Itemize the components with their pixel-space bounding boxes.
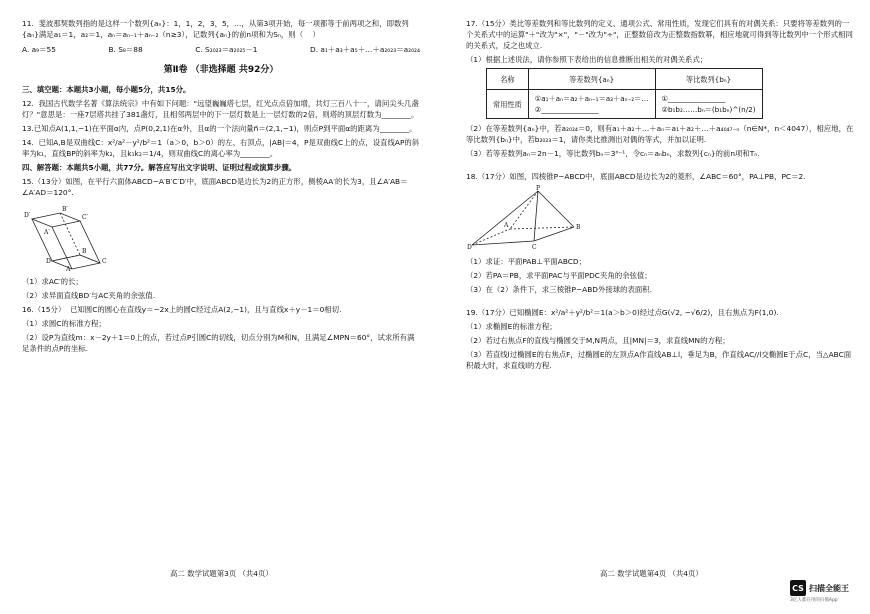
label-b-prime: B′ — [62, 206, 68, 213]
question-13: 13.已知点A(1,1,−1)在平面α内，点P(0,2,1)在α外，且α的一个法向量n⃗＝(2,1,−1)，则点P到平面α的距离为________。 — [22, 124, 417, 133]
q16-part1: （1）求圆C的标准方程； — [22, 319, 106, 328]
question-15: 15.（13分）如图，在平行六面体ABCD−A′B′C′D′中，底面ABCD是边长为2的正方形，侧棱AA′的长为3，且∠A′AB＝∠A′AD＝120°. — [22, 177, 408, 197]
label-b18: B — [576, 224, 581, 231]
question-19: 19.（17分）已知椭圆E：x²/a²＋y²/b²＝1(a＞b＞0)经过点G(√2, −√6/2)，且右焦点为F(1,0). — [466, 308, 779, 317]
label-c: C — [102, 258, 107, 265]
pyramid-figure — [466, 185, 856, 254]
q17-part1: （1）根据上述说法，请你参照下表给出的信息推断出相关的对偶关系式； — [466, 55, 708, 64]
label-d-prime: D′ — [24, 212, 31, 219]
label-p: P — [536, 185, 541, 192]
geom-property-2: ②b₁b₂……bₙ＝(b₁bₙ)^(n/2) — [661, 105, 756, 114]
q11-option-b: B. S₈＝88 — [108, 45, 143, 54]
duality-table — [486, 68, 763, 119]
q17-part3: （3）若等差数列aₙ＝2n－1，等比数列bₙ＝3ⁿ⁻¹，令cₙ＝aₙbₙ，求数列{cₙ}的前n项和Tₙ. — [466, 149, 760, 158]
table-header-arith: 等差数列{aₙ} — [528, 69, 655, 90]
part2-title: 第Ⅱ卷 （非选择题 共92分） — [163, 65, 279, 75]
label-b: B — [82, 248, 87, 255]
table-header-geom: 等比数列{bₙ} — [655, 69, 762, 90]
scanner-watermark — [790, 580, 849, 596]
label-d: D — [46, 258, 51, 265]
q15-part1: （1）求AC′的长； — [22, 277, 83, 286]
question-16: 16.（15分） 已知圆C的圆心在直线y＝−2x上的圆C经过点A(2,−1)，且与直线x＋y－1＝0相切. — [22, 305, 342, 314]
q19-part1: （1）求椭圆E的标准方程； — [466, 322, 557, 331]
right-column — [466, 18, 856, 374]
label-c-prime: C′ — [82, 214, 88, 221]
question-14: 14. 已知A,B是双曲线C：x²/a²－y²/b²＝1（a＞0，b＞0）的左、右顶点，|AB|＝4，P是双曲线C上的点，设直线AP的斜率为k₁，直线BP的斜率为k₂，且k₁k₂＝1/4，则双曲线C的离心率为________。 — [22, 138, 420, 158]
q18-part2: （2）若PA＝PB，求平面PAC与平面PDC夹角的余弦值； — [466, 271, 652, 280]
q11-option-d: D. a₁＋a₃＋a₅＋…＋a₂₀₂₃＝a₂₀₂₄ — [310, 45, 420, 54]
parallelepiped-figure — [22, 201, 420, 274]
table-row-label: 常用性质 — [487, 90, 529, 119]
table-header-name: 名称 — [487, 69, 529, 90]
geom-property-1: ①________________ — [661, 94, 726, 103]
q15-part2: （2）求异面直线BD′与AC夹角的余弦值. — [22, 291, 156, 300]
table-arith-cell — [528, 90, 655, 119]
q19-part2: （2）若过右焦点F的直线与椭圆交于M,N两点，且|MN|＝3，求直线MN的方程； — [466, 336, 730, 345]
question-11: 11. 斐波那契数列指的是这样一个数列{aₙ}：1，1，2，3，5，…，从第3项开始，每一项都等于前两项之和，即数列{aₙ}满足a₁＝1，a₂＝1，aₙ＝aₙ₋₁＋aₙ₋₂（n≥3），记数列{aₙ}的前n项和为Sₙ，则（ ） — [22, 19, 409, 39]
fill-heading: 三、填空题：本题共3小题，每小题5分，共15分。 — [22, 85, 191, 94]
scanner-name: 扫描全能王 — [809, 583, 849, 593]
q18-part1: （1）求证：平面PAB⊥平面ABCD； — [466, 257, 587, 266]
question-18: 18.（17分）如图，四棱锥P−ABCD中，底面ABCD是边长为2的菱形，∠ABC＝60°，PA⊥PB，PC＝2. — [466, 172, 806, 181]
q11-option-c: C. S₂₀₂₃＝a₂₀₂₅－1 — [195, 45, 258, 54]
arith-property-2: ②________________ — [534, 105, 599, 114]
left-column — [22, 18, 420, 357]
q18-part3: （3）在（2）条件下，求三棱锥P−ABD外接球的表面积. — [466, 285, 653, 294]
solve-heading: 四、解答题：本题共5小题，共77分。解答应写出文字说明、证明过程或演算步骤。 — [22, 163, 297, 172]
q17-part2: （2）在等差数列{aₙ}中，若a₂₀₂₄＝0，则有a₁＋a₂＋…＋aₙ＝a₁＋a₂＋…＋a₄₀₄₇₋ₙ（n∈N*，n＜4047），相应地，在等比数列{bₙ}中，若b₂₀₂₃＝1，请你类比推测出对偶的等式，并加以证明. — [466, 124, 854, 144]
q11-option-a: A. a₉＝55 — [22, 45, 56, 54]
right-footer: 高二 数学试题第4页 （共4页） — [600, 569, 703, 578]
q11-options — [22, 44, 420, 55]
scanner-tagline: 3亿人都在用的扫描App — [790, 598, 838, 603]
label-a18: A — [504, 222, 509, 229]
label-a-prime: A′ — [44, 229, 50, 236]
label-a: A — [66, 266, 71, 271]
q16-part2: （2）设P为直线m：x－2y＋1＝0上的点，若过点P引圆C的切线，切点分别为M和N，且满足∠MPN＝60°，试求所有满足条件的点P的坐标. — [22, 333, 415, 353]
q19-part3: （3）若直线l过椭圆E的右焦点F，过椭圆E的左顶点A作直线AB⊥l，垂足为B，作直线AC//l交椭圆E于点C，当△ABC面积最大时，求直线l的方程. — [466, 350, 852, 370]
label-c18: C — [532, 244, 537, 251]
scanner-logo-icon: CS — [790, 580, 806, 596]
question-12: 12. 我国古代数学名著《算法统宗》中有如下问题："远望巍巍塔七层，红光点点倍加增，共灯三百八十一，请问尖头几盏灯？"意思是：一座7层塔共挂了381盏灯，且相邻两层中的下一层灯数是上一层灯数的2倍，则塔的顶层灯数为________。 — [22, 99, 419, 119]
label-d18: D — [467, 244, 472, 251]
arith-property-1: ①a₁＋aₙ＝a₂＋aₙ₋₁＝a₃＋aₙ₋₂＝… — [534, 94, 649, 103]
question-17: 17.（15分）类比等差数列和等比数列的定义、通项公式、常用性质，发现它们具有的对偶关系：只要将等差数列的一个关系式中的运算"＋"改为"×"，"－"改为"÷"，正整数倍改为正整数指数幂，相应地就可得到等比数列中一个形式相同的关系式，反之也成立. — [466, 19, 853, 50]
left-footer: 高二 数学试题第3页 （共4页） — [170, 569, 273, 578]
table-geom-cell — [655, 90, 762, 119]
